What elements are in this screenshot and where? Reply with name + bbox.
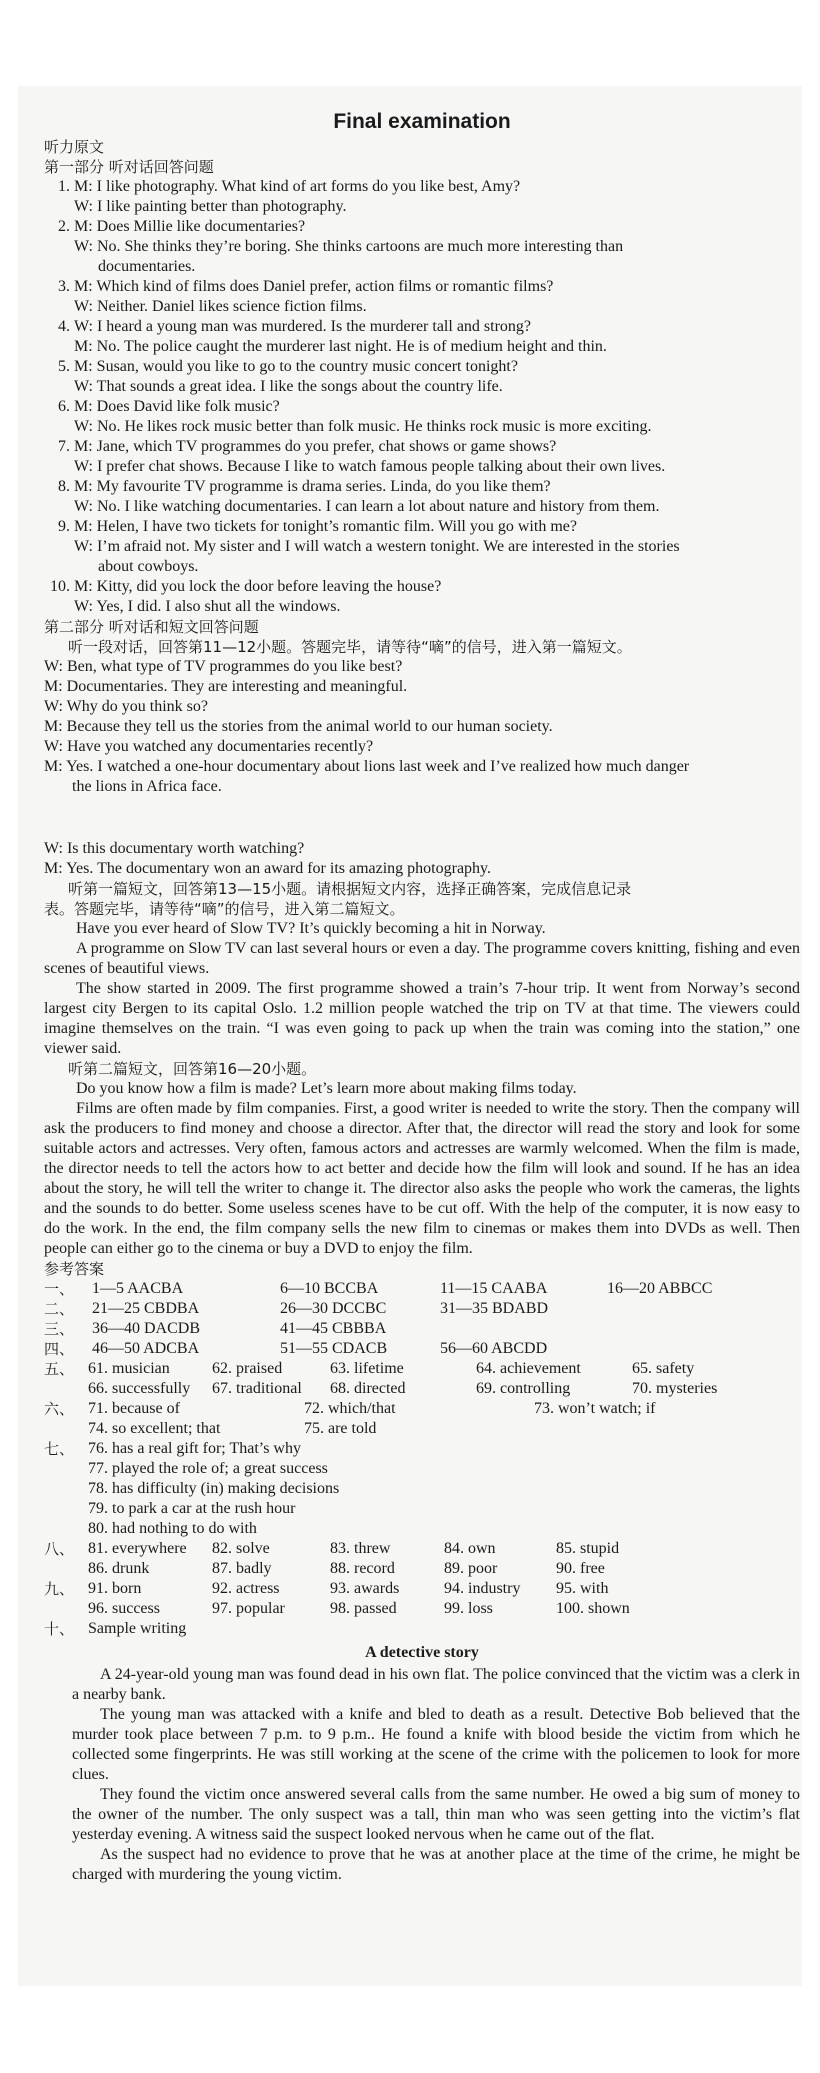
item-number — [44, 197, 70, 217]
answer-cell: 98. passed — [330, 1600, 397, 1617]
passage1-intro-b: 表。答题完毕，请等待“嘀”的信号，进入第二篇短文。 — [44, 900, 405, 918]
dialogue-text: M: Susan, would you like to go to the country music concert tonight? — [74, 358, 518, 375]
answer-cell: 93. awards — [330, 1580, 400, 1597]
answer-cell: 82. solve — [212, 1540, 270, 1557]
item-number: 5. — [58, 358, 70, 375]
item-number — [44, 337, 70, 357]
answer-cell: 85. stupid — [556, 1540, 620, 1557]
answer-cell: 99. loss — [444, 1600, 493, 1617]
part2-dialogue-continued — [44, 839, 800, 879]
dialogue-line: M: Yes. I watched a one-hour documentary about lions last week and I’ve realized how much danger — [44, 758, 690, 775]
answer-section-label: 十、 — [44, 1620, 75, 1638]
answer-cell: 87. badly — [212, 1560, 272, 1577]
paragraph: Films are often made by film companies. First, a good writer is needed to write the story. Then the company will ask the producers to find money and choose a director. After that, the director will read the story and look for some suitable actors and actresses. Very often, famous actors and actresses are warmly welcomed. When the film is made, the director needs to tell the actors how to act better and decide how the film will look and sound. If he has an idea about the story, he will tell the writer to change it. The director also asks the people who work the cameras, the lights and the sounds to do better. Some useless scenes have to be cut off. With the help of the computer, it is now easy to do the work. In the end, the film company sells the new film to cinemas or makes them into DVDs as well. Then people can either go to the cinema or buy a DVD to enjoy the film. — [44, 1100, 800, 1257]
dialogue-text: W: I like painting better than photography. — [74, 198, 347, 215]
answer-row-4 — [44, 1339, 800, 1359]
dialogue-line: M: Documentaries. They are interesting and meaningful. — [44, 678, 408, 695]
answer-cell: 68. directed — [330, 1380, 406, 1397]
dialogue-line — [44, 577, 800, 597]
answer-cell: Sample writing — [88, 1620, 187, 1637]
answer-cell: 63. lifetime — [330, 1360, 404, 1377]
answer-cell: 92. actress — [212, 1580, 280, 1597]
answer-row-2 — [44, 1299, 800, 1319]
answer-cell: 80. had nothing to do with — [88, 1520, 257, 1537]
answer-row-7 — [44, 1519, 800, 1539]
dialogue-line: W: Have you watched any documentaries recently? — [44, 738, 374, 755]
paragraph: Do you know how a film is made? Let’s learn more about making films today. — [76, 1080, 577, 1097]
paragraph: A programme on Slow TV can last several hours or even a day. The programme covers knitting, fishing and even scenes of beautiful views. — [44, 940, 800, 977]
dialogue-line — [44, 317, 800, 337]
story-paragraph: The young man was attacked with a knife and bled to death as a result. Detective Bob believed that the murder took place between 7 p.m. to 9 p.m.. He found a knife with blood beside the victim from which he collected some fingerprints. He was still working at the scene of the crime with the policemen to look for more clues. — [72, 1706, 800, 1783]
part1-heading: 第一部分 听对话回答问题 — [44, 158, 214, 176]
item-number: 9. — [58, 518, 70, 535]
dialogue-line: the lions in Africa face. — [72, 778, 222, 795]
answer-section-label: 九、 — [44, 1580, 75, 1598]
part2-intro: 听一段对话，回答第11—12小题。答题完毕，请等待“嘀”的信号，进入第一篇短文。 — [68, 638, 632, 656]
dialogue-text: M: Does Millie like documentaries? — [74, 218, 306, 235]
dialogue-line — [44, 177, 800, 197]
answer-cell: 95. with — [556, 1580, 609, 1597]
answer-cell: 74. so excellent; that — [88, 1420, 221, 1437]
item-number — [44, 557, 70, 577]
answer-cell: 91. born — [88, 1580, 142, 1597]
indent — [44, 1559, 88, 1579]
dialogue-line — [44, 517, 800, 537]
paragraph: The show started in 2009. The first programme showed a train’s 7-hour trip. It went from Norway’s second largest city Bergen to its capital Oslo. 1.2 million people watched the trip on TV at that time. The viewers could imagine themselves on the train. “I was even going to pack up when the train was coming into the station,” one viewer said. — [44, 980, 800, 1057]
answer-cell: 79. to park a car at the rush hour — [88, 1500, 296, 1517]
dialogue-text: M: Helen, I have two tickets for tonight’s romantic film. Will you go with me? — [74, 518, 577, 535]
dialogue-text: M: Jane, which TV programmes do you prefer, chat shows or game shows? — [74, 438, 557, 455]
part1-dialogues — [44, 177, 800, 617]
answer-row-5a — [44, 1359, 800, 1379]
passage1 — [44, 919, 800, 1059]
dialogue-line: M: Because they tell us the stories from the animal world to our human society. — [44, 718, 553, 735]
dialogue-line — [44, 597, 800, 617]
answer-cell: 11—15 CAABA — [440, 1280, 548, 1297]
item-number: 3. — [58, 278, 70, 295]
answer-cell: 65. safety — [632, 1360, 695, 1377]
answer-cell: 41—45 CBBBA — [280, 1320, 387, 1337]
dialogue-text: about cowboys. — [98, 558, 199, 575]
dialogue-line — [44, 417, 800, 437]
part2-heading: 第二部分 听对话和短文回答问题 — [44, 618, 259, 636]
story-paragraph: A 24-year-old young man was found dead in his own flat. The police convinced that the victim was a clerk in a nearby bank. — [72, 1666, 800, 1703]
answer-row-7 — [44, 1459, 800, 1479]
answer-row-10 — [44, 1619, 800, 1639]
answer-cell: 100. shown — [556, 1600, 630, 1617]
indent — [44, 1419, 88, 1439]
story-paragraph: As the suspect had no evidence to prove that he was at another place at the time of the crime, he might be charged with murdering the young victim. — [72, 1846, 800, 1883]
item-number: 1. — [58, 178, 70, 195]
dialogue-line: W: Is this documentary worth watching? — [44, 840, 305, 857]
dialogue-line — [44, 557, 800, 577]
dialogue-text: M: Which kind of films does Daniel prefer, action films or romantic films? — [74, 278, 554, 295]
answer-row-9b — [44, 1599, 800, 1619]
answer-row-8a — [44, 1539, 800, 1559]
answer-cell: 72. which/that — [304, 1400, 396, 1417]
answer-cell: 86. drunk — [88, 1560, 150, 1577]
answer-section-label: 七、 — [44, 1440, 75, 1458]
indent — [44, 1379, 88, 1399]
answer-cell: 77. played the role of; a great success — [88, 1460, 328, 1477]
answer-section-label: 八、 — [44, 1540, 75, 1558]
item-number — [44, 297, 70, 317]
dialogue-text: M: No. The police caught the murderer last night. He is of medium height and thin. — [74, 338, 607, 355]
dialogue-text: W: No. I like watching documentaries. I can learn a lot about nature and history from them. — [74, 498, 660, 515]
dialogue-line — [44, 337, 800, 357]
answer-cell: 94. industry — [444, 1580, 521, 1597]
item-number: 2. — [58, 218, 70, 235]
dialogue-line — [44, 457, 800, 477]
answer-row-3 — [44, 1319, 800, 1339]
dialogue-line — [44, 477, 800, 497]
answer-cell: 73. won’t watch; if — [534, 1400, 656, 1417]
answer-row-6b — [44, 1419, 800, 1439]
dialogue-line: M: Yes. The documentary won an award for its amazing photography. — [44, 860, 492, 877]
dialogue-line — [44, 377, 800, 397]
dialogue-line — [44, 277, 800, 297]
answer-row-7 — [44, 1499, 800, 1519]
story-title: A detective story — [365, 1644, 479, 1661]
item-number — [44, 257, 70, 277]
dialogue-line — [44, 397, 800, 417]
dialogue-line — [44, 197, 800, 217]
item-number: 6. — [58, 398, 70, 415]
dialogue-line — [44, 497, 800, 517]
part2-dialogue — [44, 657, 800, 797]
answer-cell: 88. record — [330, 1560, 395, 1577]
answer-row-1 — [44, 1279, 800, 1299]
item-number — [44, 597, 70, 617]
dialogue-text: W: No. He likes rock music better than folk music. He thinks rock music is more exciting. — [74, 418, 652, 435]
answer-cell: 67. traditional — [212, 1380, 302, 1397]
dialogue-line — [44, 297, 800, 317]
item-number: 10. — [50, 578, 70, 595]
answer-cell: 78. has difficulty (in) making decisions — [88, 1480, 340, 1497]
dialogue-line — [44, 217, 800, 237]
answer-row-6a — [44, 1399, 800, 1419]
item-number — [44, 497, 70, 517]
answer-section-label: 一、 — [44, 1280, 75, 1298]
answer-cell: 36—40 DACDB — [92, 1320, 201, 1337]
dialogue-text: W: That sounds a great idea. I like the songs about the country life. — [74, 378, 503, 395]
dialogue-line — [44, 437, 800, 457]
paragraph: Have you ever heard of Slow TV? It’s quickly becoming a hit in Norway. — [76, 920, 546, 937]
answer-cell: 75. are told — [304, 1420, 377, 1437]
answer-cell: 6—10 BCCBA — [280, 1280, 379, 1297]
answer-cell: 64. achievement — [476, 1360, 581, 1377]
passage2 — [44, 1079, 800, 1259]
answer-cell: 26—30 DCCBC — [280, 1300, 387, 1317]
answer-cell: 51—55 CDACB — [280, 1340, 388, 1357]
document-content — [44, 101, 800, 1885]
answer-cell: 89. poor — [444, 1560, 498, 1577]
answer-cell: 46—50 ADCBA — [92, 1340, 200, 1357]
dialogue-text: W: Yes, I did. I also shut all the windows. — [74, 598, 341, 615]
dialogue-text: M: My favourite TV programme is drama series. Linda, do you like them? — [74, 478, 551, 495]
dialogue-line — [44, 257, 800, 277]
dialogue-line — [44, 237, 800, 257]
dialogue-text: M: I like photography. What kind of art forms do you like best, Amy? — [74, 178, 521, 195]
dialogue-text: W: I’m afraid not. My sister and I will watch a western tonight. We are interested in the stories — [74, 538, 680, 555]
item-number — [44, 417, 70, 437]
passage2-intro: 听第二篇短文，回答第16—20小题。 — [68, 1060, 317, 1078]
answer-cell: 69. controlling — [476, 1380, 571, 1397]
dialogue-text: W: Neither. Daniel likes science fiction films. — [74, 298, 367, 315]
answer-cell: 16—20 ABBCC — [607, 1280, 713, 1297]
passage1-intro-a: 听第一篇短文，回答第13—15小题。请根据短文内容，选择正确答案，完成信息记录 — [68, 880, 632, 898]
dialogue-text: W: I prefer chat shows. Because I like to watch famous people talking about their own lives. — [74, 458, 666, 475]
answer-cell: 31—35 BDABD — [440, 1300, 549, 1317]
item-number: 4. — [58, 318, 70, 335]
answer-row-7 — [44, 1439, 800, 1459]
item-number — [44, 457, 70, 477]
dialogue-text: M: Kitty, did you lock the door before leaving the house? — [74, 578, 442, 595]
answer-section-label: 五、 — [44, 1360, 75, 1378]
answer-row-7 — [44, 1479, 800, 1499]
indent — [44, 1599, 88, 1619]
spacer — [44, 797, 800, 839]
answer-row-9a — [44, 1579, 800, 1599]
answer-cell: 62. praised — [212, 1360, 283, 1377]
answer-cell: 66. successfully — [88, 1380, 191, 1397]
story-paragraph: They found the victim once answered several calls from the same number. He owed a big sum of money to the owner of the number. The only suspect was a tall, thin man who was seen getting into the victim’s flat yesterday evening. A witness said the suspect looked nervous when he came out of the flat. — [72, 1786, 800, 1843]
answer-cell: 96. success — [88, 1600, 160, 1617]
answer-row-8b — [44, 1559, 800, 1579]
dialogue-line — [44, 357, 800, 377]
answer-cell: 83. threw — [330, 1540, 391, 1557]
answer-cell: 21—25 CBDBA — [92, 1300, 200, 1317]
answer-cell: 76. has a real gift for; That’s why — [88, 1440, 301, 1457]
answer-cell: 90. free — [556, 1560, 605, 1577]
answer-row-5b — [44, 1379, 800, 1399]
dialogue-text: documentaries. — [98, 258, 196, 275]
answer-section-label: 二、 — [44, 1300, 75, 1318]
dialogue-line: W: Why do you think so? — [44, 698, 208, 715]
item-number: 8. — [58, 478, 70, 495]
item-number — [44, 237, 70, 257]
dialogue-text: M: Does David like folk music? — [74, 398, 280, 415]
answer-cell: 70. mysteries — [632, 1380, 718, 1397]
answer-cell: 1—5 AACBA — [92, 1280, 184, 1297]
answer-cell: 81. everywhere — [88, 1540, 187, 1557]
answers-heading: 参考答案 — [44, 1260, 105, 1278]
answer-cell: 97. popular — [212, 1600, 285, 1617]
dialogue-line — [44, 537, 800, 557]
item-number: 7. — [58, 438, 70, 455]
answer-section-label: 三、 — [44, 1320, 75, 1338]
dialogue-text: W: No. She thinks they’re boring. She thinks cartoons are much more interesting than — [74, 238, 624, 255]
item-number — [44, 377, 70, 397]
answer-cell: 71. because of — [88, 1400, 180, 1417]
answer-section-label: 四、 — [44, 1340, 75, 1358]
page-title: Final examination — [333, 110, 511, 133]
section-heading-listening: 听力原文 — [44, 138, 105, 156]
answer-cell: 56—60 ABCDD — [440, 1340, 548, 1357]
item-number — [44, 537, 70, 557]
answer-cell: 84. own — [444, 1540, 496, 1557]
answer-section-label: 六、 — [44, 1400, 75, 1418]
story-body — [44, 1665, 800, 1885]
answer-cell: 61. musician — [88, 1360, 170, 1377]
dialogue-text: W: I heard a young man was murdered. Is the murderer tall and strong? — [74, 318, 532, 335]
dialogue-line: W: Ben, what type of TV programmes do you like best? — [44, 658, 403, 675]
